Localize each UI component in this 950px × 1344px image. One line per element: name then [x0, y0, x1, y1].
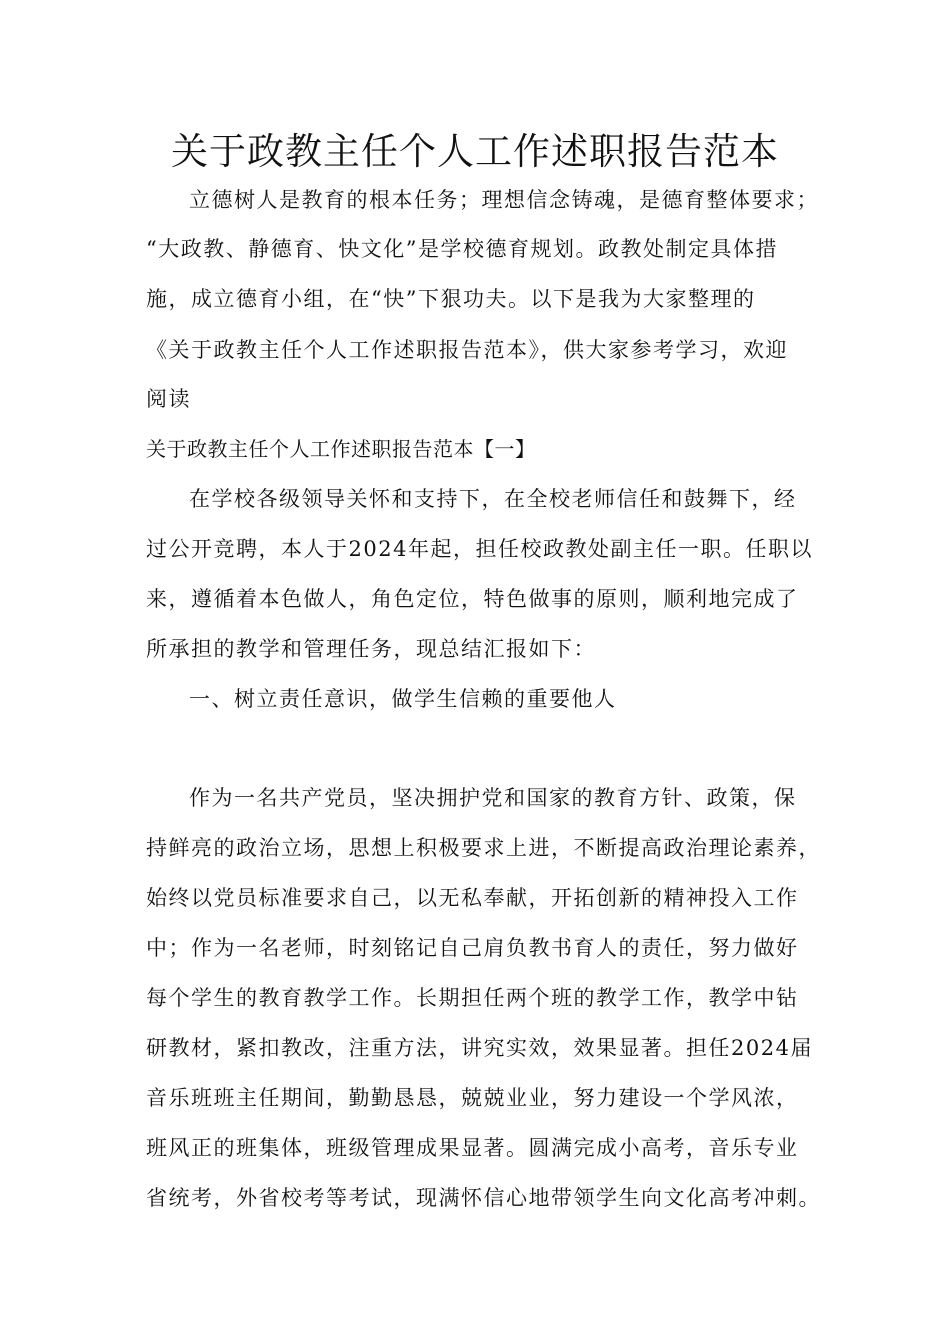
- paragraph-line: 所承担的教学和管理任务，现总结汇报如下：: [146, 637, 596, 661]
- intro-line: “大政教、静德育、快文化”是学校德育规划。政教处制定具体措: [146, 237, 778, 261]
- paragraph-line: 始终以党员标准要求自己，以无私奉献，开拓创新的精神投入工作: [146, 886, 799, 910]
- subheading: 一、树立责任意识，做学生信赖的重要他人: [189, 687, 617, 711]
- intro-line: 施，成立德育小组，在“快”下狠功夫。以下是我为大家整理的: [146, 287, 756, 311]
- document-title: 关于政教主任个人工作述职报告范本: [171, 130, 779, 173]
- paragraph-line: 中；作为一名老师，时刻铭记自己肩负教书育人的责任，努力做好: [146, 936, 799, 960]
- intro-line: 立德树人是教育的根本任务；理想信念铸魂，是德育整体要求；: [189, 188, 819, 212]
- paragraph-line: 在学校各级领导关怀和支持下，在全校老师信任和鼓舞下，经: [189, 487, 797, 511]
- paragraph-line: 来，遵循着本色做人，角色定位，特色做事的原则，顺利地完成了: [146, 587, 799, 611]
- paragraph-line: 研教材，紧扣教改，注重方法，讲究实效，效果显著。担任2024届: [146, 1036, 813, 1060]
- paragraph-line: 过公开竞聘，本人于2024年起，担任校政教处副主任一职。任职以: [146, 537, 813, 561]
- paragraph-line: 每个学生的教育教学工作。长期担任两个班的教学工作，教学中钻: [146, 986, 799, 1010]
- paragraph-line: 音乐班班主任期间，勤勤恳恳，兢兢业业，努力建设一个学风浓，: [146, 1086, 799, 1110]
- intro-line: 阅读: [146, 387, 191, 411]
- paragraph-line: 持鲜亮的政治立场，思想上积极要求上进，不断提高政治理论素养，: [146, 836, 821, 860]
- section-heading: 关于政教主任个人工作述职报告范本【一】: [146, 437, 536, 461]
- paragraph-line: 班风正的班集体，班级管理成果显著。圆满完成小高考，音乐专业: [146, 1136, 799, 1160]
- paragraph-line: 省统考，外省校考等考试，现满怀信心地带领学生向文化高考冲刺。: [146, 1186, 821, 1210]
- paragraph-line: 作为一名共产党员，坚决拥护党和国家的教育方针、政策，保: [189, 786, 797, 810]
- intro-line: 《关于政教主任个人工作述职报告范本》，供大家参考学习，欢迎: [146, 338, 788, 362]
